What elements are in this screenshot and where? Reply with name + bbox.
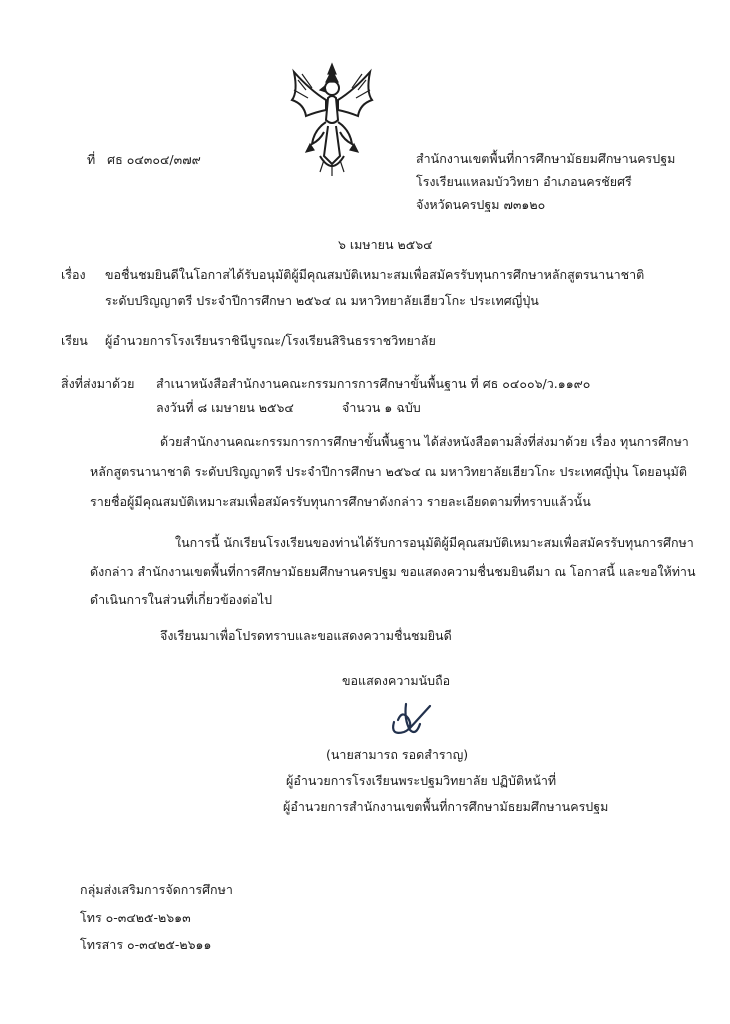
enclosure-date: ลงวันที่ ๘ เมษายน ๒๕๖๔ [156,400,294,415]
reference-number: ศธ ๐๔๓๐๔/๓๗๙ [107,152,201,167]
sender-agency: สำนักงานเขตพื้นที่การศึกษามัธยมศึกษานครปฐม [416,151,676,166]
paragraph-3: จึงเรียนมาเพื่อโปรดทราบและขอแสดงความชื่นชมยินดี [160,628,452,643]
signer-title-1: ผู้อำนวยการโรงเรียนพระปฐมวิทยาลัย ปฏิบัติหน้าที่ [286,773,557,788]
document-date: ๖ เมษายน ๒๕๖๔ [338,237,433,252]
subject-line-1: ขอชื่นชมยินดีในโอกาสได้รับอนุมัติผู้มีคุณสมบัติเหมาะสมเพื่อสมัครรับทุนการศึกษาหลักสูตรนานาชาติ [105,267,645,282]
paragraph-2-line-3: ดำเนินการในส่วนที่เกี่ยวข้องต่อไป [90,592,273,607]
sender-school: โรงเรียนแหลมบัววิทยา อำเภอนครชัยศรี [416,174,632,189]
enclosure-count: จำนวน ๑ ฉบับ [342,400,421,415]
closing: ขอแสดงความนับถือ [342,673,451,688]
paragraph-1-line-1: ด้วยสำนักงานคณะกรรมการการศึกษาขั้นพื้นฐาน ได้ส่งหนังสือตามสิ่งที่ส่งมาด้วย เรื่อง ทุนการศึกษา [160,434,689,449]
footer-fax: โทรสาร ๐-๓๔๒๕-๒๖๑๑ [80,937,212,952]
sender-province: จังหวัดนครปฐม ๗๓๑๒๐ [416,197,546,212]
reference-label: ที่ [87,152,96,167]
enclosure-label: สิ่งที่ส่งมาด้วย [61,376,135,391]
signer-title-2: ผู้อำนวยการสำนักงานเขตพื้นที่การศึกษามัธยมศึกษานครปฐม [283,799,609,814]
recipient: ผู้อำนวยการโรงเรียนราชินีบูรณะ/โรงเรียนสิรินธรราชวิทยาลัย [105,333,436,348]
reference-number-line [87,150,201,170]
paragraph-2-line-2: ดังกล่าว สำนักงานเขตพื้นที่การศึกษามัธยมศึกษานครปฐม ขอแสดงความชื่นชมยินดีมา ณ โอกาสนี้ และขอให้ท่าน [90,564,696,579]
signer-name: (นายสามารถ รอดสำราญ) [326,747,469,762]
enclosure-text: สำเนาหนังสือสำนักงานคณะกรรมการการศึกษาขั้นพื้นฐาน ที่ ศธ ๐๔๐๐๖/ว.๑๑๙๐ [156,376,591,391]
footer-phone: โทร ๐-๓๔๒๕-๒๖๑๓ [80,910,191,925]
garuda-emblem-icon [284,60,380,178]
subject-line-2: ระดับปริญญาตรี ประจำปีการศึกษา ๒๕๖๔ ณ มหาวิทยาลัยเฮียวโกะ ประเทศญี่ปุ่น [105,293,539,308]
signature [380,700,440,740]
paragraph-1-line-2: หลักสูตรนานาชาติ ระดับปริญญาตรี ประจำปีการศึกษา ๒๕๖๔ ณ มหาวิทยาลัยเฮียวโกะ ประเทศญี่ปุ่น โดยอนุมัติ [90,464,687,479]
paragraph-2-line-1: ในการนี้ นักเรียนโรงเรียนของท่านได้รับการอนุมัติผู้มีคุณสมบัติเหมาะสมเพื่อสมัครรับทุนการศึกษา [175,535,694,550]
footer-department: กลุ่มส่งเสริมการจัดการศึกษา [80,882,233,897]
to-label: เรียน [61,333,88,348]
paragraph-1-line-3: รายชื่อผู้มีคุณสมบัติเหมาะสมเพื่อสมัครรับทุนการศึกษาดังกล่าว รายละเอียดตามที่ทราบแล้วนั้น [90,494,591,509]
subject-label: เรื่อง [61,267,86,282]
